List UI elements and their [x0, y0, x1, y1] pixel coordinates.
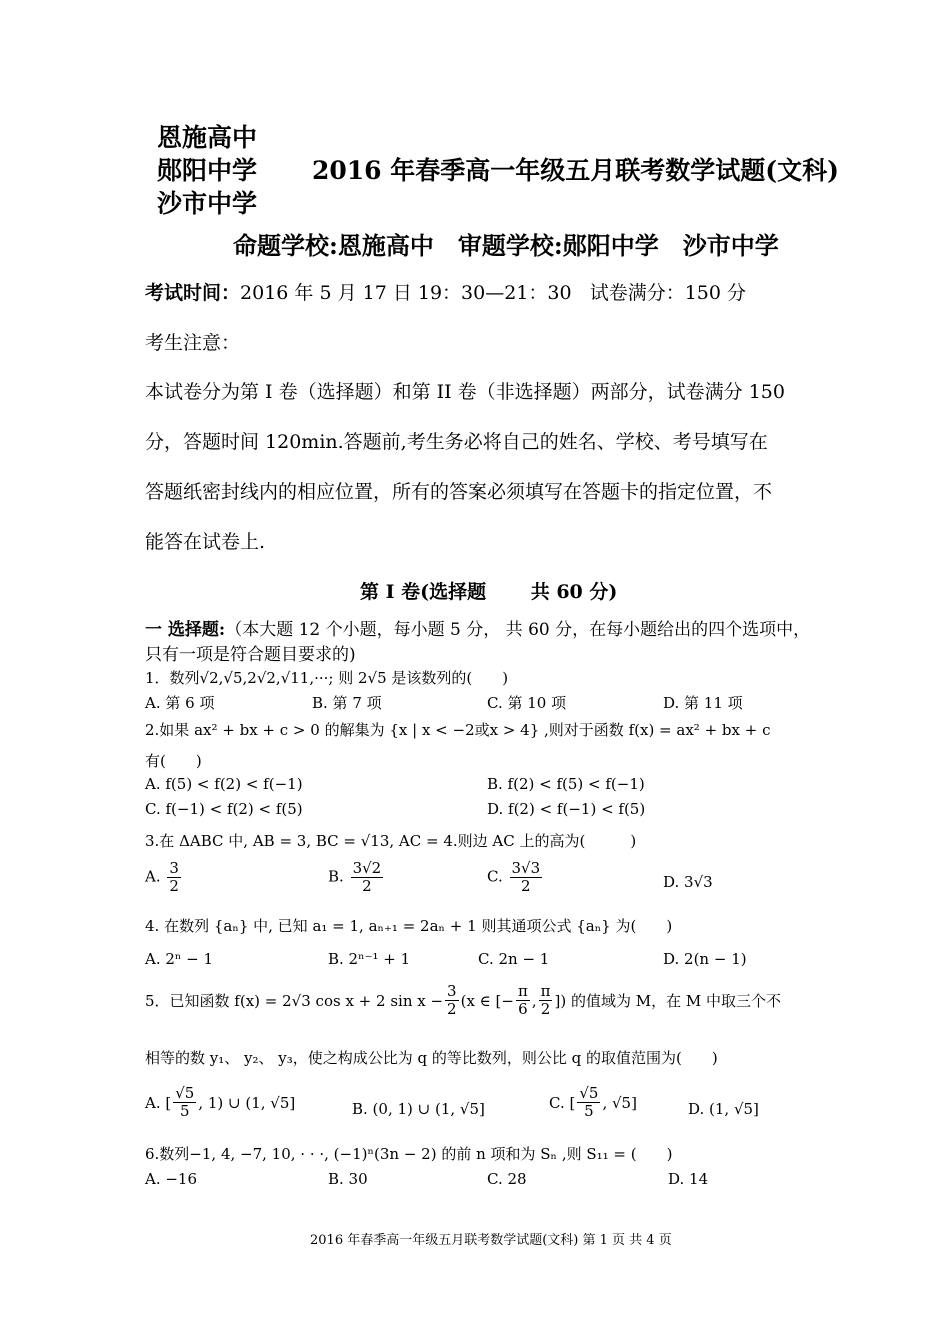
q5-stem-2: 相等的数 y₁、 y₂、 y₃，使之构成公比为 q 的等比数列，则公比 q 的取值范围为( )	[145, 1049, 718, 1067]
section-intro-2: 只有一项是符合题目要求的)	[145, 645, 356, 665]
q5-stem-1	[145, 983, 781, 1018]
q2-option-a: A. f(5) < f(2) < f(−1)	[145, 775, 303, 793]
q3-option-d: D. 3√3	[663, 873, 713, 891]
notice-title: 考生注意：	[145, 332, 241, 354]
q4-option-a: A. 2ⁿ − 1	[145, 950, 214, 968]
q1-option-d: D. 第 11 项	[663, 694, 743, 712]
q3-a-num: 3	[169, 859, 179, 877]
q2-option-b: B. f(2) < f(5) < f(−1)	[487, 775, 645, 793]
q5-stem-part-3: ,	[531, 991, 537, 1010]
q5-a-pre: A. [	[145, 1093, 172, 1112]
q5-f1-num: 3	[447, 982, 457, 1000]
q5-fraction-2	[516, 983, 530, 1018]
school-name-1: 恩施高中	[157, 123, 258, 152]
q4-stem: 4. 在数列 {aₙ} 中, 已知 a₁ = 1, aₙ₊₁ = 2aₙ + 1 则其通项公式 {aₙ} 为( )	[145, 917, 673, 935]
q5-a-post: , 1) ∪ (1, √5]	[198, 1093, 296, 1112]
q3-option-b-fraction	[351, 860, 384, 895]
q3-a-den: 2	[169, 877, 179, 895]
section-intro-1	[145, 615, 810, 640]
q1-stem: 1．数列√2,√5,2√2,√11,···; 则 2√5 是该数列的( )	[145, 669, 509, 687]
q4-option-d: D. 2(n − 1)	[663, 950, 747, 968]
q5-f3-num: π	[540, 982, 551, 1000]
q5-stem-part-4: ]) 的值域为 M，在 M 中取三个不	[554, 992, 781, 1010]
q5-fraction-3	[539, 983, 553, 1018]
q5-a-den: 5	[180, 1102, 190, 1120]
q5-option-d: D. (1, √5]	[688, 1100, 759, 1118]
time-label: 考试时间：	[145, 282, 241, 304]
q3-stem: 3.在 ΔABC 中, AB = 3, BC = √13, AC = 4.则边 AC 上的高为( )	[145, 832, 637, 850]
notice-line-3: 答题纸密封线内的相应位置，所有的答案必须填写在答题卡的指定位置，不	[145, 481, 773, 503]
section-intro-text: （本大题 12 个小题，每小题 5 分， 共 60 分，在每小题给出的四个选项中，	[225, 620, 811, 640]
q3-option-a-label: A.	[145, 867, 161, 886]
q6-option-c: C. 28	[487, 1170, 527, 1188]
authors-line: 命题学校:恩施高中 审题学校:郧阳中学 沙市中学	[233, 231, 779, 260]
q5-c-num: √5	[579, 1084, 599, 1102]
notice-line-1: 本试卷分为第 I 卷（选择题）和第 II 卷（非选择题）两部分，试卷满分 150	[145, 381, 785, 403]
q5-a-fraction	[173, 1085, 196, 1120]
q6-option-d: D. 14	[668, 1170, 709, 1188]
q1-option-c: C. 第 10 项	[487, 694, 567, 712]
q5-f2-den: 6	[518, 1000, 528, 1018]
school-name-3: 沙市中学	[157, 189, 258, 218]
q5-f3-den: 2	[540, 1000, 551, 1018]
q3-option-b	[328, 860, 385, 895]
q5-c-den: 5	[584, 1102, 594, 1120]
q5-option-b: B. (0, 1) ∪ (1, √5]	[352, 1100, 485, 1118]
q6-option-a: A. −16	[145, 1170, 198, 1188]
q6-stem: 6.数列−1, 4, −7, 10, · · ·, (−1)ⁿ(3n − 2) 的前 n 项和为 Sₙ ,则 S₁₁ = ( )	[145, 1145, 673, 1163]
q1-option-a: A. 第 6 项	[145, 694, 215, 712]
q3-option-a-fraction	[167, 860, 181, 895]
score-label: 试卷满分：150 分	[589, 282, 747, 304]
exam-info	[145, 278, 746, 305]
q3-option-c	[487, 860, 544, 895]
q3-c-den: 2	[521, 877, 531, 895]
q3-option-c-fraction	[510, 860, 543, 895]
notice-line-2: 分，答题时间 120min.答题前,考生务必将自己的姓名、学校、考号填写在	[145, 431, 768, 453]
q5-stem-part-1: 5．已知函数 f(x) = 2√3 cos x + 2 sin x −	[145, 992, 444, 1010]
q5-f2-num: π	[517, 982, 528, 1000]
q5-c-fraction	[577, 1085, 600, 1120]
q4-option-b: B. 2ⁿ⁻¹ + 1	[328, 950, 411, 968]
time-value: 2016 年 5 月 17 日 19：30—21：30	[240, 282, 572, 304]
q3-option-b-label: B.	[328, 867, 344, 886]
q6-option-b: B. 30	[328, 1170, 368, 1188]
section-heading: 第 I 卷(选择题 共 60 分)	[360, 581, 618, 603]
q5-a-num: √5	[175, 1084, 195, 1102]
q5-f1-den: 2	[447, 1000, 457, 1018]
q3-c-num: 3√3	[511, 859, 541, 877]
q5-fraction-1	[445, 983, 459, 1018]
q5-option-c	[549, 1085, 637, 1120]
exam-title: 2016 年春季高一年级五月联考数学试题(文科)	[312, 156, 839, 185]
q1-option-b: B. 第 7 项	[312, 694, 382, 712]
q5-option-a	[145, 1085, 295, 1120]
q4-option-c: C. 2n − 1	[478, 950, 550, 968]
q3-option-a	[145, 860, 183, 895]
q2-option-c: C. f(−1) < f(2) < f(5)	[145, 800, 303, 818]
q2-stem-1: 2.如果 ax² + bx + c > 0 的解集为 {x | x < −2或x > 4} ,则对于函数 f(x) = ax² + bx + c	[145, 721, 771, 739]
q5-c-post: , √5]	[602, 1093, 637, 1112]
section-intro-label: 一 选择题:	[145, 620, 226, 640]
q3-option-c-label: C.	[487, 867, 503, 886]
q5-c-pre: C. [	[549, 1093, 576, 1112]
school-name-2: 郧阳中学	[157, 156, 258, 185]
page-footer: 2016 年春季高一年级五月联考数学试题(文科) 第 1 页 共 4 页	[310, 1233, 672, 1248]
q3-b-den: 2	[362, 877, 372, 895]
q3-b-num: 3√2	[352, 859, 382, 877]
q2-stem-2: 有( )	[145, 752, 202, 770]
notice-line-4: 能答在试卷上.	[145, 531, 266, 553]
q2-option-d: D. f(2) < f(−1) < f(5)	[487, 800, 646, 818]
q5-stem-part-2: (x ∈ [−	[460, 991, 514, 1010]
